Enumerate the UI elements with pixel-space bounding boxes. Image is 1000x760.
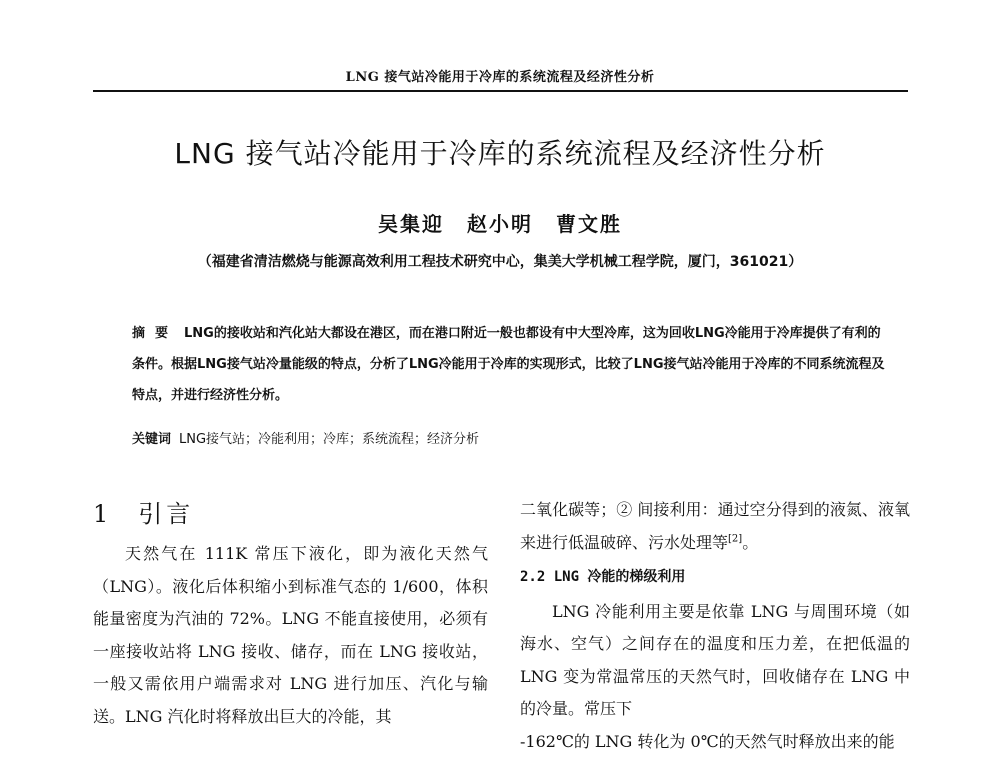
keywords — [132, 428, 892, 447]
left-column — [93, 538, 488, 733]
section-number: 1 — [93, 500, 113, 528]
intro-paragraph: 天然气在 111K 常压下液化，即为液化天然气（LNG）。液化后体积缩小到标准气态的 1/600，体积能量密度为汽油的 72%。LNG 不能直接使用，必须有一座接收站将 LNG 接收、储存，而在 LNG 接收站，一般又需依用户端需求对 LNG 进行加压、汽化与输送。LNG 汽化时将释放出巨大的冷能，其 — [93, 544, 488, 726]
right-column — [520, 494, 910, 758]
header-rule — [93, 90, 908, 92]
abstract-text: LNG的接收站和汽化站大都设在港区，而在港口附近一般也都设有中大型冷库，这为回收LNG冷能用于冷库提供了有利的条件。根据LNG接气站冷量能级的特点，分析了LNG冷能用于冷库的实现形式，比较了LNG接气站冷能用于冷库的不同系统流程及特点，并进行经济性分析。 — [132, 326, 885, 403]
section-title: 引言 — [138, 500, 195, 528]
cutoff-line: -162℃的 LNG 转化为 0℃的天然气时释放出来的能 — [520, 731, 895, 751]
cascade-paragraph: LNG 冷能利用主要是依靠 LNG 与周围环境（如海水、空气）之间存在的温度和压力差，在把低温的 LNG 变为常温常压的天然气时，回收储存在 LNG 中的冷量。常压下 — [520, 601, 910, 718]
keywords-label: 关键词 — [132, 432, 172, 447]
authors: 吴集迎 赵小明 曹文胜 — [378, 212, 622, 236]
abstract — [132, 318, 892, 411]
continuation-end: 。 — [742, 532, 759, 552]
continuation-text: 二氧化碳等；② 间接利用：通过空分得到的液氮、液氧来进行低温破碎、污水处理等 — [520, 500, 910, 552]
running-header: LNG 接气站冷能用于冷库的系统流程及经济性分析 — [345, 70, 655, 85]
section-heading — [93, 494, 194, 529]
citation-ref: [2] — [728, 533, 743, 545]
affiliation: （福建省清洁燃烧与能源高效利用工程技术研究中心，集美大学机械工程学院，厦门，361021） — [197, 254, 803, 270]
continuation-paragraph — [520, 494, 910, 559]
abstract-label: 摘要 — [132, 326, 179, 341]
subsection-heading: 2.2 LNG 冷能的梯级利用 — [520, 569, 686, 585]
keywords-text: LNG接气站；冷能利用；冷库；系统流程；经济分析 — [179, 432, 480, 447]
paper-title: LNG 接气站冷能用于冷库的系统流程及经济性分析 — [174, 137, 826, 170]
